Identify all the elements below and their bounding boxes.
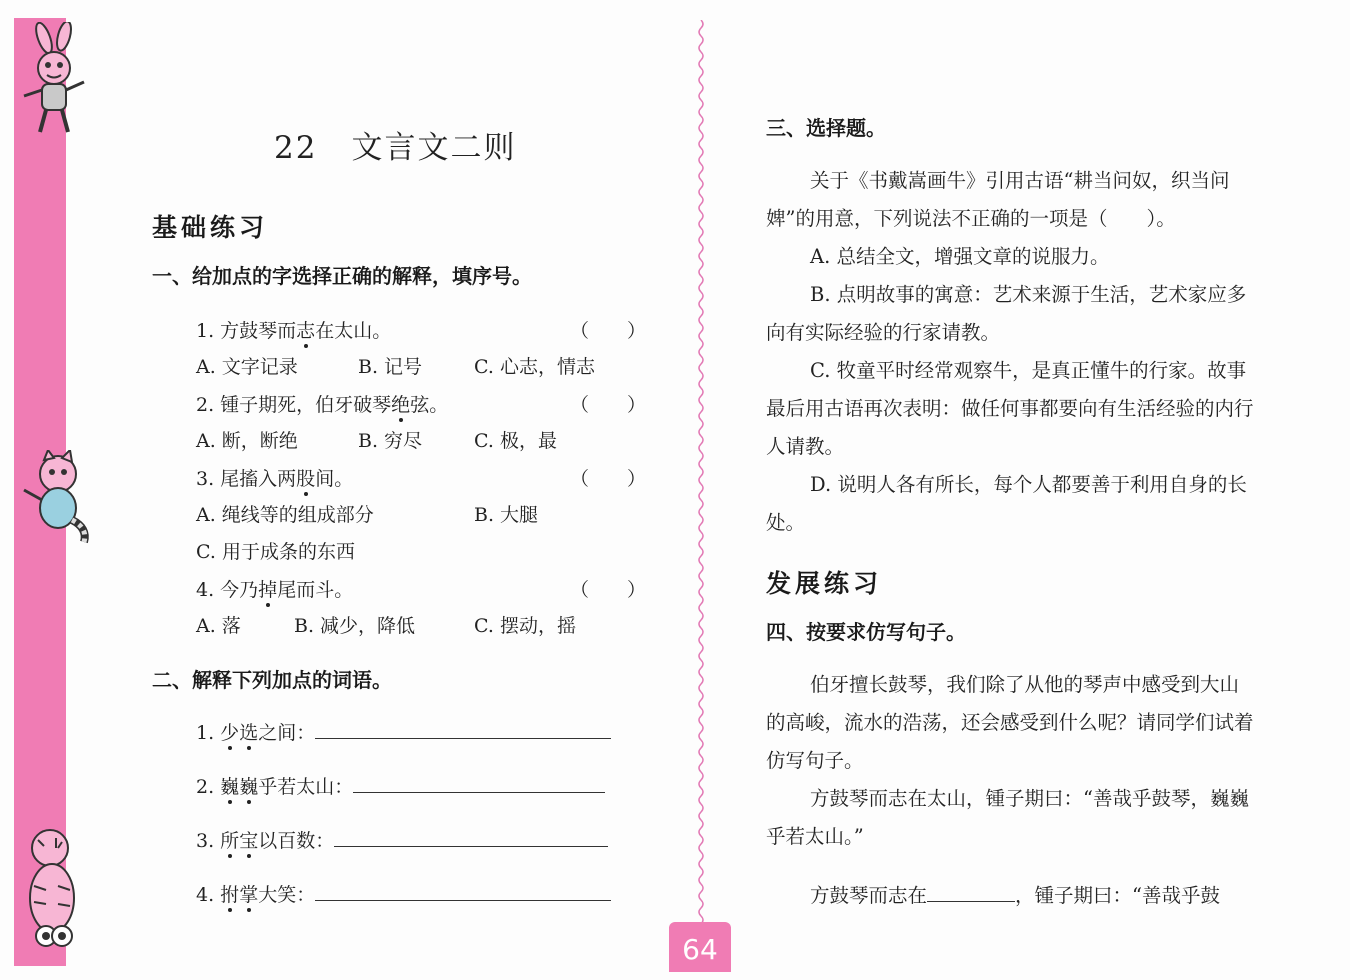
dotted-char: 巍 <box>239 776 259 798</box>
q1-item-2: 2. 锺子期死，伯牙破琴绝弦。 <box>196 394 449 416</box>
q1-options-2-a: A. 断，断绝 <box>196 430 298 452</box>
q4-example: 方鼓琴而志在太山，锺子期曰：“善哉乎鼓琴，巍巍乎若太山。” <box>766 787 1249 848</box>
answer-blank[interactable] <box>927 885 1015 902</box>
q1-options-1-b: B. 记号 <box>358 356 423 378</box>
q1-options-4-b: B. 减少，降低 <box>294 615 416 637</box>
q2-item-2: 2. 巍巍乎若太山： <box>196 772 605 799</box>
q1-options-3-a: A. 绳线等的组成部分 <box>196 504 374 526</box>
center-wavy-divider <box>696 20 706 950</box>
q1-item-3: 3. 尾搐入两股间。 <box>196 468 354 490</box>
q1-options-2-b: B. 穷尽 <box>358 430 423 452</box>
q2-heading: 二、解释下列加点的词语。 <box>152 668 392 692</box>
dotted-char: 掉 <box>258 579 278 601</box>
q1-options-1-c: C. 心志，情志 <box>474 356 595 378</box>
q1-heading: 一、给加点的字选择正确的解释，填序号。 <box>152 264 532 288</box>
rabbit-mascot-icon <box>14 22 90 138</box>
dotted-char: 股 <box>296 468 316 490</box>
section-basic-practice: 基础练习 <box>152 213 269 242</box>
answer-blank[interactable] <box>353 776 605 793</box>
q4-heading: 四、按要求仿写句子。 <box>766 620 966 644</box>
answer-blank[interactable] <box>334 830 608 847</box>
q1-item-4: 4. 今乃掉尾而斗。 <box>196 579 354 601</box>
lesson-title-text: 文言文二则 <box>351 130 517 166</box>
lesson-title <box>274 122 516 167</box>
q3-body <box>766 162 1256 542</box>
q4-intro: 伯牙擅长鼓琴，我们除了从他的琴声中感受到大山的高峻，流水的浩荡，还会感受到什么呢？请同学们试着仿写句子。 <box>766 673 1254 772</box>
dotted-char: 绝 <box>391 394 411 416</box>
answer-paren-1[interactable]: （ ） <box>570 320 647 342</box>
lesson-number: 22 <box>274 130 318 166</box>
page-number: 64 <box>669 922 731 972</box>
q3-option-b[interactable]: B. 点明故事的寓意：艺术来源于生活，艺术家应多向有实际经验的行家请教。 <box>766 283 1247 344</box>
q1-options-4-c: C. 摆动，摇 <box>474 615 576 637</box>
q3-stem: 关于《书戴嵩画牛》引用古语“耕当问奴，织当问婢”的用意，下列说法不正确的一项是（ ）。 <box>766 169 1230 230</box>
q3-option-a[interactable]: A. 总结全文，增强文章的说服力。 <box>810 245 1110 268</box>
q1-options-4-a: A. 落 <box>196 615 241 637</box>
answer-paren-2[interactable]: （ ） <box>570 394 647 416</box>
q1-options-1-a: A. 文字记录 <box>196 356 298 378</box>
dotted-char: 宝 <box>239 830 259 852</box>
q4-body <box>766 666 1256 856</box>
answer-paren-4[interactable]: （ ） <box>570 579 647 601</box>
answer-blank[interactable] <box>315 722 611 739</box>
q2-item-4: 4. 拊掌大笑： <box>196 880 611 907</box>
dotted-char: 所 <box>220 830 240 852</box>
q3-heading: 三、选择题。 <box>766 116 886 140</box>
raccoon-mascot-icon <box>14 450 92 546</box>
tiger-mascot-icon <box>16 826 86 956</box>
q4-fill-line: 方鼓琴而志在 ，锺子期曰：“善哉乎鼓 <box>810 884 1220 907</box>
answer-blank[interactable] <box>315 884 611 901</box>
dotted-char: 少 <box>220 722 240 744</box>
q1-options-3-b: B. 大腿 <box>474 504 539 526</box>
dotted-char: 选 <box>239 722 259 744</box>
dotted-char: 掌 <box>239 884 259 906</box>
q1-options-3-c: C. 用于成条的东西 <box>196 541 355 563</box>
q3-option-d[interactable]: D. 说明人各有所长，每个人都要善于利用自身的长处。 <box>766 473 1247 534</box>
q2-item-3: 3. 所宝以百数： <box>196 826 608 853</box>
q2-item-1: 1. 少选之间： <box>196 718 611 745</box>
q1-item-1: 1. 方鼓琴而志在太山。 <box>196 320 392 342</box>
section-development-practice: 发展练习 <box>766 569 883 598</box>
q3-option-c[interactable]: C. 牧童平时经常观察牛，是真正懂牛的行家。故事最后用古语再次表明：做任何事都要向有生活经验的内行人请教。 <box>766 359 1254 458</box>
dotted-char: 拊 <box>220 884 240 906</box>
q1-options-2-c: C. 极，最 <box>474 430 557 452</box>
dotted-char: 志 <box>296 320 316 342</box>
dotted-char: 巍 <box>220 776 240 798</box>
answer-paren-3[interactable]: （ ） <box>570 468 647 490</box>
